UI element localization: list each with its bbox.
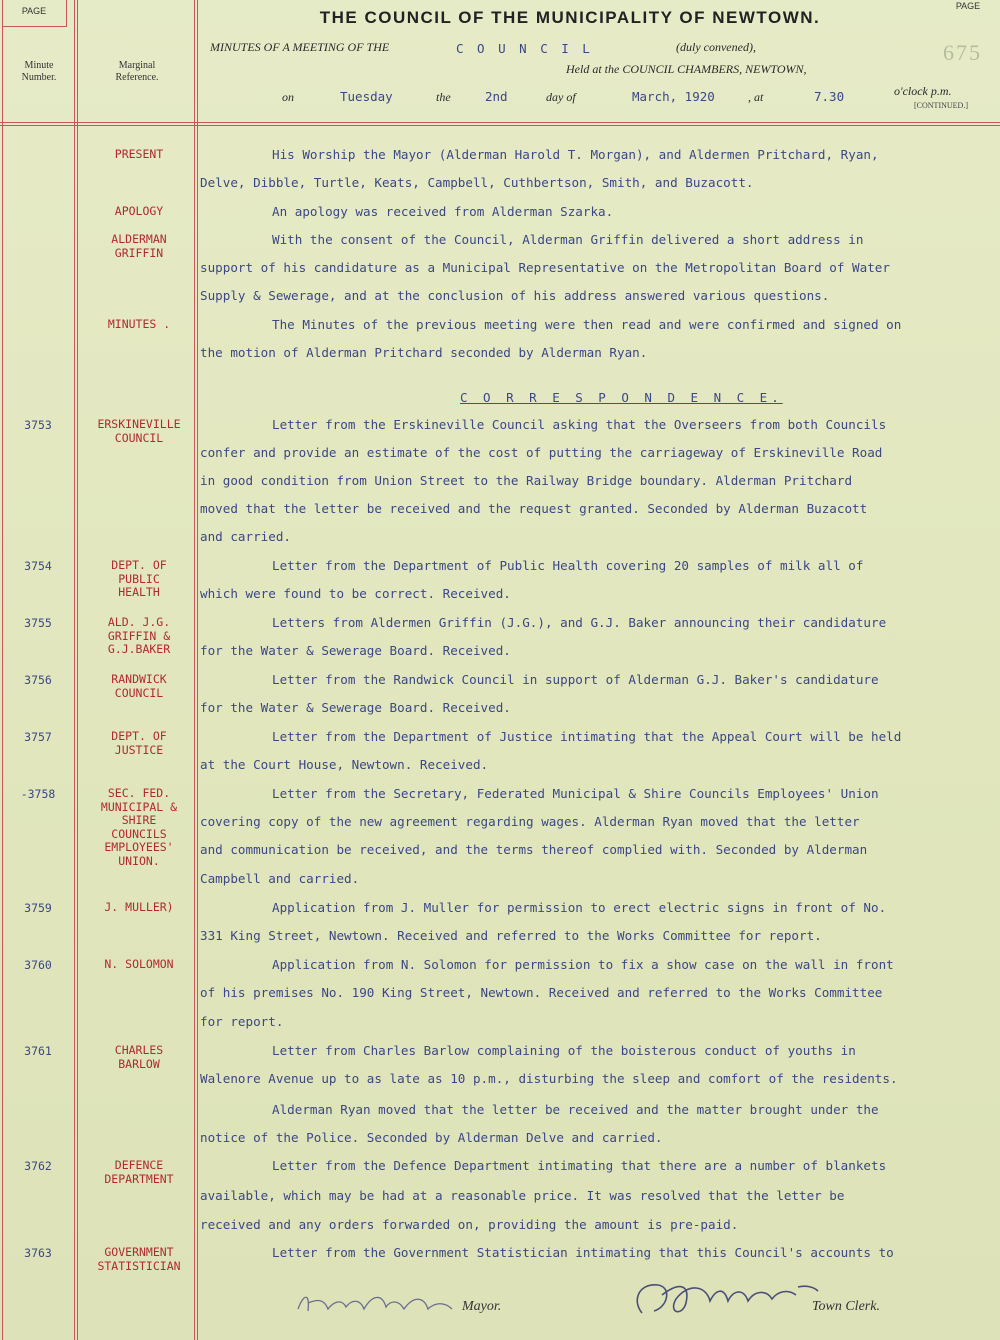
minute-text-line: Delve, Dibble, Turtle, Keats, Campbell, Cuthbertson, Smith, and Buzacott. (200, 176, 754, 190)
town-clerk-label: Town Clerk. (812, 1299, 880, 1314)
meeting-time: 7.30 (814, 89, 845, 104)
minute-number: 3759 (24, 901, 52, 915)
signature-area (200, 1285, 980, 1330)
minutes-of-label: MINUTES OF A MEETING OF THE (210, 40, 390, 54)
minute-text-line: moved that the letter be received and the request granted. Seconded by Alderman Buzacott (200, 502, 868, 516)
at-label: , at (748, 90, 764, 104)
minute-text-line: of his premises No. 190 King Street, Newtown. Received and referred to the Works Committee (200, 986, 883, 1000)
minute-column-rule (74, 0, 75, 1340)
minute-number: 3760 (24, 958, 52, 972)
minute-text-line: at the Court House, Newtown. Received. (200, 758, 489, 772)
page-number: 675 (943, 40, 982, 65)
marginal-reference: PRESENT (114, 147, 164, 161)
marginal-reference: ALDERMAN GRIFFIN (111, 232, 167, 260)
body-name: C O U N C I L (456, 41, 593, 56)
the-label: the (436, 90, 451, 104)
header-rule-2 (0, 125, 1000, 126)
marginal-reference: SEC. FED. MUNICIPAL & SHIRE COUNCILS EMPLOYEES' UNION. (100, 786, 178, 868)
minute-column-rule-2 (77, 0, 78, 1340)
minute-text-line: Letters from Aldermen Griffin (J.G.), and G.J. Baker announcing their candidature (272, 616, 887, 630)
minute-text-line: Application from N. Solomon for permission to fix a show case on the wall in front (272, 958, 894, 972)
marginal-reference: ERSKINEVILLE COUNCIL (97, 417, 181, 445)
minute-text-line: the motion of Alderman Pritchard seconded by Alderman Ryan. (200, 346, 648, 360)
minute-number: 3762 (24, 1159, 52, 1173)
meeting-weekday: Tuesday (340, 89, 393, 104)
minute-text-line: Application from J. Muller for permission to erect electric signs in front of No. (272, 901, 887, 915)
marginal-reference: N. SOLOMON (104, 957, 174, 971)
page-label-right: PAGE (955, 1, 981, 11)
minute-number: 3756 (24, 673, 52, 687)
minute-text-line: Letter from the Government Statistician intimating that this Council's accounts to (272, 1246, 894, 1260)
oclock-label: o'clock p.m. (894, 84, 952, 98)
minute-text-line: in good condition from Union Street to the Railway Bridge boundary. Alderman Pritchard (200, 474, 853, 488)
minute-text-line: Letter from Charles Barlow complaining of the boisterous conduct of youths in (272, 1044, 856, 1058)
marginal-reference: DEPT. OF PUBLIC HEALTH (111, 558, 167, 599)
page-label-left: PAGE (2, 0, 67, 27)
marginal-reference: RANDWICK COUNCIL (111, 672, 167, 700)
minute-text-line: received and any orders forwarded on, providing the amount is pre-paid. (200, 1218, 739, 1232)
minute-text-line: Letter from the Defence Department intimating that there are a number of blankets (272, 1159, 887, 1173)
minute-number: 3763 (24, 1246, 52, 1260)
minute-text-line: Letter from the Randwick Council in support of Alderman G.J. Baker's candidature (272, 673, 879, 687)
minute-text-line: and communication be received, and the terms thereof complied with. Seconded by Alderman (200, 843, 868, 857)
minute-text-line: His Worship the Mayor (Alderman Harold T. Morgan), and Aldermen Pritchard, Ryan, (272, 148, 879, 162)
minute-text-line: for the Water & Sewerage Board. Received. (200, 644, 511, 658)
marginal-reference: DEPT. OF JUSTICE (111, 729, 167, 757)
town-clerk-signature (628, 1277, 828, 1319)
minute-text-line: confer and provide an estimate of the cost of putting the carriageway of Erskineville Road (200, 446, 883, 460)
meeting-day: 2nd (485, 89, 508, 104)
minute-text-line: for report. (200, 1015, 284, 1029)
minute-number: 3753 (24, 418, 52, 432)
minute-text-line: Alderman Ryan moved that the letter be received and the matter brought under the (272, 1103, 879, 1117)
marginal-reference: CHARLES BARLOW (114, 1043, 164, 1071)
minute-text-line: Letter from the Department of Justice intimating that the Appeal Court will be held (272, 730, 902, 744)
minute-text-line: which were found to be correct. Received. (200, 587, 511, 601)
minute-text-line: With the consent of the Council, Alderman Griffin delivered a short address in (272, 233, 864, 247)
minute-text-line: Letter from the Department of Public Health covering 20 samples of milk all of (272, 559, 864, 573)
marginal-reference: GOVERNMENT STATISTICIAN (97, 1245, 181, 1273)
marginal-column-rule-2 (197, 0, 198, 1340)
minute-text-line: Campbell and carried. (200, 872, 360, 886)
day-of-label: day of (546, 90, 576, 104)
minute-text-line: Supply & Sewerage, and at the conclusion of his address answered various questions. (200, 289, 830, 303)
minute-number-header: Minute Number. (21, 60, 57, 83)
document-title: THE COUNCIL OF THE MUNICIPALITY OF NEWTOWN. (319, 8, 821, 27)
minute-text-line: Letter from the Erskineville Council asking that the Overseers from both Councils (272, 418, 887, 432)
minute-text-line: The Minutes of the previous meeting were then read and were confirmed and signed on (272, 318, 902, 332)
mayor-signature (294, 1287, 474, 1321)
marginal-reference: MINUTES . (107, 317, 171, 331)
minute-text-line: 331 King Street, Newtown. Received and referred to the Works Committee for report. (200, 929, 822, 943)
minute-text-line: available, which may be had at a reasonable price. It was resolved that the letter be (200, 1189, 845, 1203)
left-margin-rule (2, 0, 3, 1340)
mayor-label: Mayor. (462, 1299, 502, 1314)
minute-number: 3755 (24, 616, 52, 630)
marginal-reference-header: Marginal Reference. (115, 60, 159, 83)
minute-text-line: support of his candidature as a Municipal Representative on the Metropolitan Board of Water (200, 261, 890, 275)
meeting-month-year: March, 1920 (632, 89, 715, 104)
header-rule (0, 122, 1000, 123)
minute-number: 3757 (24, 730, 52, 744)
minute-number: 3754 (24, 559, 52, 573)
minute-text-line: Letter from the Secretary, Federated Municipal & Shire Councils Employees' Union (272, 787, 879, 801)
minute-text-line: for the Water & Sewerage Board. Received. (200, 701, 511, 715)
correspondence-heading: C O R R E S P O N D E N C E. (460, 390, 783, 405)
on-label: on (282, 90, 294, 104)
marginal-reference: J. MULLER) (104, 900, 174, 914)
marginal-column-rule (194, 0, 195, 1340)
duly-convened-label: (duly convened), (676, 40, 756, 54)
minute-text-line: covering copy of the new agreement regarding wages. Alderman Ryan moved that the letter (200, 815, 860, 829)
minute-text-line: An apology was received from Alderman Szarka. (272, 205, 614, 219)
marginal-reference: ALD. J.G. GRIFFIN & G.J.BAKER (107, 615, 171, 656)
marginal-reference: DEFENCE DEPARTMENT (104, 1158, 174, 1186)
minute-number: 3761 (24, 1044, 52, 1058)
minute-text-line: and carried. (200, 530, 291, 544)
minute-text-line: notice of the Police. Seconded by Alderman Delve and carried. (200, 1131, 663, 1145)
minute-number: -3758 (20, 787, 56, 801)
minute-text-line: Walenore Avenue up to as late as 10 p.m., disturbing the sleep and comfort of the residents. (200, 1072, 898, 1086)
marginal-reference: APOLOGY (114, 204, 164, 218)
continued-label: [CONTINUED.] (914, 101, 968, 110)
held-at-label: Held at the COUNCIL CHAMBERS, NEWTOWN, (566, 62, 807, 76)
